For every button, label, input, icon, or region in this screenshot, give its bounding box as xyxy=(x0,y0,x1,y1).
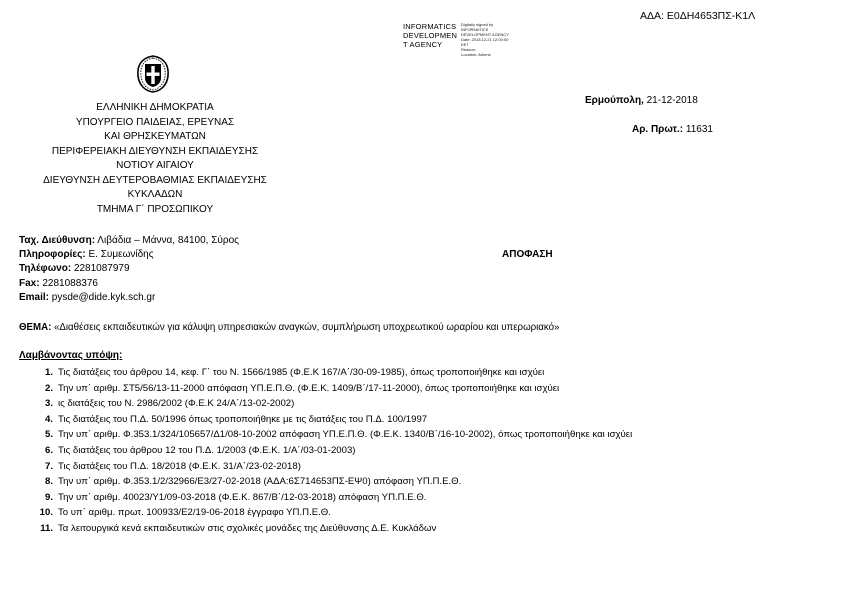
item-text: Τις διατάξεις του άρθρου 14, κεφ. Γ΄ του Ν. 1566/1985 (Φ.Ε.Κ 167/Α΄/30-09-1985), όπως τροποποιήθηκε και ισχύει xyxy=(58,367,545,378)
date: 21-12-2018 xyxy=(646,95,698,106)
signature-detail-line: INFORMATICS xyxy=(461,27,489,32)
item-number: 5. xyxy=(44,429,53,441)
phone-label: Τηλέφωνο: xyxy=(19,263,72,274)
signature-details xyxy=(461,22,509,57)
address-label: Ταχ. Διεύθυνση: xyxy=(19,235,96,246)
list-item xyxy=(19,474,632,490)
item-text: Τις διατάξεις του Π.Δ. 50/1996 όπως τροποποιήθηκε με τις διατάξεις του Π.Δ. 100/1997 xyxy=(58,413,428,425)
item-number: 4. xyxy=(44,413,53,425)
protocol-value: 11631 xyxy=(685,124,713,135)
stamp-line: DEVELOPMEN xyxy=(403,31,458,40)
email-label: Email: xyxy=(19,292,50,303)
info-value: Ε. Συμεωνίδης xyxy=(88,249,154,260)
ada-code: ΑΔΑ: Ε0ΔΗ4653ΠΣ-Κ1Λ xyxy=(640,10,756,22)
subject-line xyxy=(19,322,559,333)
list-item xyxy=(19,396,632,412)
item-number: 1. xyxy=(44,367,53,378)
stamp-line: INFORMATICS xyxy=(403,22,457,31)
header-line: ΔΙΕΥΘΥΝΣΗ ΔΕΥΤΕΡΟΒΑΘΜΙΑΣ ΕΚΠΑΙΔΕΥΣΗΣ xyxy=(43,174,267,186)
protocol-label: Αρ. Πρωτ.: xyxy=(632,124,684,135)
issuing-authority-header xyxy=(0,101,310,217)
list-item xyxy=(19,412,632,428)
item-number: 7. xyxy=(44,460,53,472)
header-line: ΚΑΙ ΘΡΗΣΚΕΥΜΑΤΩΝ xyxy=(104,131,206,142)
item-text: Την υπ΄ αριθμ. Φ.353.1/2/32966/Ε3/27-02-2018 (ΑΔΑ:6Σ714653ΠΣ-ΕΨ0) απόφαση ΥΠ.Π.Ε.Θ. xyxy=(58,476,462,488)
item-text: Το υπ΄ αριθμ. πρωτ. 100933/Ε2/19-06-2018 έγγραφο ΥΠ.Π.Ε.Θ. xyxy=(58,507,331,519)
digital-signature-stamp xyxy=(403,22,457,49)
header-line: ΠΕΡΙΦΕΡΕΙΑΚΗ ΔΙΕΥΘΥΝΣΗ ΕΚΠΑΙΔΕΥΣΗΣ xyxy=(51,145,259,157)
fax-label: Fax: xyxy=(19,278,40,289)
list-item xyxy=(19,490,632,506)
signature-detail-line: Location: Athens xyxy=(461,52,491,57)
phone-value: 2281087979 xyxy=(73,263,130,274)
header-line: ΚΥΚΛΑΔΩΝ xyxy=(127,189,183,200)
email-value: pysde@dide.kyk.sch.gr xyxy=(51,292,156,303)
signature-detail-line: DEVELOPMENT AGENCY xyxy=(461,32,509,37)
list-item xyxy=(19,505,632,521)
signature-detail-line: Reason: xyxy=(461,47,476,52)
stamp-line: T AGENCY xyxy=(403,40,443,49)
item-text: Τα λειτουργικά κενά εκπαιδευτικών στις σχολικές μονάδες της Διεύθυνσης Δ.Ε. Κυκλάδων xyxy=(58,522,437,534)
item-text: Την υπ΄ αριθμ. Φ.353.1/324/105657/Δ1/08-10-2002 απόφαση ΥΠ.Ε.Π.Θ. (Φ.Ε.Κ. 1340/Β΄/16-10-2002), όπως τροποποιήθηκε και ισχύει xyxy=(58,429,633,441)
item-number: 3. xyxy=(44,398,53,410)
item-number: 10. xyxy=(39,507,53,519)
taking-into-account-heading: Λαμβάνοντας υπόψη: xyxy=(19,350,123,361)
decision-title: ΑΠΟΦΑΣΗ xyxy=(502,249,553,260)
contact-email xyxy=(19,292,155,303)
item-text: Τις διατάξεις του Π.Δ. 18/2018 (Φ.Ε.Κ. 31/Α΄/23-02-2018) xyxy=(58,460,301,472)
contact-phone xyxy=(19,263,130,274)
place-date xyxy=(585,95,698,106)
signature-detail-line: EET xyxy=(461,42,469,47)
item-text: Τις διατάξεις του άρθρου 12 του Π.Δ. 1/2003 (Φ.Ε.Κ. 1/Α΄/03-01-2003) xyxy=(58,444,356,456)
subject-text: «Διαθέσεις εκπαιδευτικών για κάλυψη υπηρεσιακών αναγκών, συμπλήρωση υποχρεωτικού ωραρίου και υπερωριακό» xyxy=(54,322,560,333)
list-item xyxy=(19,521,632,537)
header-line: ΥΠΟΥΡΓΕΙΟ ΠΑΙΔΕΙΑΣ, ΕΡΕΥΝΑΣ xyxy=(75,116,235,128)
item-number: 6. xyxy=(44,444,53,456)
list-item xyxy=(19,365,632,381)
item-number: 9. xyxy=(44,491,53,503)
legal-basis-list xyxy=(19,365,632,537)
list-item xyxy=(19,459,632,475)
item-number: 2. xyxy=(44,382,53,394)
list-item xyxy=(19,427,632,443)
place: Ερμούπολη, xyxy=(585,95,644,106)
item-text: Την υπ΄ αριθμ. ΣΤ5/56/13-11-2000 απόφαση ΥΠ.Ε.Π.Θ. (Φ.Ε.Κ. 1409/Β΄/17-11-2000), όπως τροποποιήθηκε και ισχύει xyxy=(58,382,560,394)
address-value: Λιβάδια – Μάννα, 84100, Σύρος xyxy=(97,235,239,246)
contact-fax xyxy=(19,278,98,289)
item-text: Την υπ΄ αριθμ. 40023/Υ1/09-03-2018 (Φ.Ε.Κ. 867/Β΄/12-03-2018) απόφαση ΥΠ.Π.Ε.Θ. xyxy=(58,491,427,503)
greek-coat-of-arms-icon xyxy=(133,54,173,94)
fax-value: 2281088376 xyxy=(42,278,98,289)
list-item xyxy=(19,381,632,397)
info-label: Πληροφορίες: xyxy=(19,249,86,260)
list-item xyxy=(19,443,632,459)
header-line: ΕΛΛΗΝΙΚΗ ΔΗΜΟΚΡΑΤΙΑ xyxy=(96,102,214,113)
item-text: ις διατάξεις του Ν. 2986/2002 (Φ.Ε.Κ 24/Α΄/13-02-2002) xyxy=(58,398,295,410)
protocol-number xyxy=(632,124,713,135)
subject-label: ΘΕΜΑ: xyxy=(19,322,52,333)
contact-info xyxy=(19,249,154,260)
signature-detail-line: Date: 2018.12.21 12:00:00 xyxy=(461,37,509,42)
item-number: 11. xyxy=(40,522,53,534)
header-line: ΤΜΗΜΑ Γ΄ ΠΡΟΣΩΠΙΚΟΥ xyxy=(96,203,214,215)
header-line: ΝΟΤΙΟΥ ΑΙΓΑΙΟΥ xyxy=(116,160,194,171)
signature-detail-line: Digitally signed by xyxy=(461,22,494,27)
item-number: 8. xyxy=(44,476,53,488)
contact-address xyxy=(19,235,239,246)
